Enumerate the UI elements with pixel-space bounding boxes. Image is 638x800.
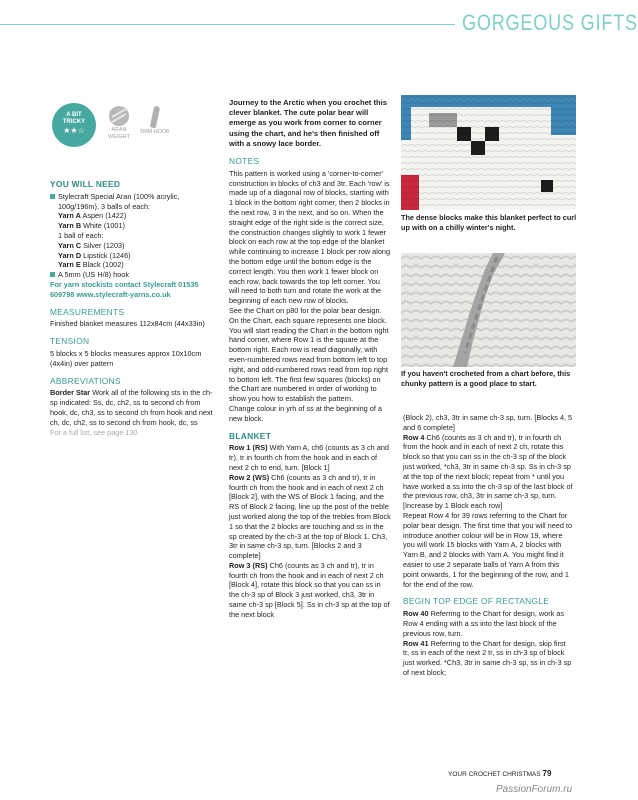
- notes-heading: NOTES: [229, 156, 260, 167]
- yarn-colour: Black (1002): [82, 260, 124, 270]
- row-label: Row 40: [403, 609, 429, 619]
- yarn-item: [50, 221, 220, 231]
- page-number: 79: [542, 769, 552, 778]
- difficulty-line1: A BIT: [66, 112, 82, 118]
- yarn-label: Yarn D: [58, 250, 82, 260]
- one-ball-label: 1 ball of each:: [58, 230, 104, 240]
- materials-column: [50, 180, 220, 437]
- abbreviation-border-star: [50, 388, 220, 427]
- yarn-item: [50, 251, 220, 261]
- pattern-badges: [52, 103, 172, 153]
- row40-instruction: [403, 609, 573, 638]
- blanket-rows: [229, 443, 392, 619]
- yarn-item: [50, 260, 220, 270]
- blanket-row-instruction: [229, 473, 392, 561]
- bullet-icon: [50, 272, 55, 277]
- instructions-column-continued: [403, 413, 573, 678]
- row-label: Row 4: [403, 432, 425, 442]
- yarn-weight-badge: [104, 106, 134, 141]
- yarn-label: Yarn C: [58, 240, 82, 250]
- yarn-description: Stylecraft Special Aran (100% acrylic, 100g/196m), 3 balls of each:: [58, 191, 180, 211]
- notes-paragraph-2: See the Chart on p80 for the polar bear design. On the Chart, each square represents one block. You will start reading the Chart in the bottom right hand corner, where Row 1 is the square at the bottom right. Each row is read diagonally, with even-numbered rows read from bottom left to top right, and odd-numbered rows read from top right to bottom left. The first few squares (blocks) on the Chart are numbered in order of working to show you how to establish the pattern.: [229, 305, 389, 404]
- header-rule: [0, 24, 455, 25]
- yarn-label: Yarn B: [58, 221, 82, 231]
- yarn-ball-icon: [109, 106, 129, 126]
- crochet-hook-icon: [150, 106, 160, 129]
- yarn-colour: Aspen (1422): [82, 211, 127, 221]
- section-title: GORGEOUS GIFTS: [462, 10, 638, 35]
- yarn-group-three-balls: [50, 211, 220, 231]
- row41-instruction: [403, 639, 573, 678]
- notes-paragraph-3: Change colour in yrh of ss at the beginning of a new block.: [229, 403, 382, 423]
- row-label: Row 3 (RS): [229, 560, 268, 570]
- tension-text: 5 blocks x 5 blocks measures approx 10x10cm (4x4in) over pattern: [50, 348, 202, 368]
- intro-paragraph: Journey to the Arctic when you crochet this clever blanket. The cute polar bear will emerge as you work from corner to corner using the chart, and he's then finished off with a snowy lace border.: [229, 98, 387, 148]
- row-text: Ch6 (counts as 3 ch and tr), tr in fourth ch from the hook and in each of next 2 ch, rotate this block so that you can ss in the ch-3 sp of the block just worked, *ch3, 3tr in same ch-3 sp. Ss in ch-3 sp at the top of the next block; repeat from * until you have worked a ss into the ch-3 sp of the last block of the previous row, ch3, 3tr in same ch-3 sp, turn. [Increase by 1 Block each row]: [403, 432, 573, 511]
- hook-size-label: 5MM HOOK: [140, 129, 170, 135]
- row-label: Row 2 (WS): [229, 472, 270, 482]
- yarn-item: [50, 211, 220, 221]
- row-text: Referring to the Chart for design, work as Row 4 ending with a ss into the last block of the previous row, turn.: [403, 609, 565, 638]
- difficulty-line2: TRICKY: [62, 119, 86, 125]
- measurements-text: Finished blanket measures 112x84cm (44x33in): [50, 319, 205, 329]
- row-label: Row 41: [403, 638, 429, 648]
- row-text: Referring to the Chart for design, skip first tr, ss in each of the next 2 tr, ss in ch-3 sp of block just worked. *Ch3, 3tr in same ch-3 sp, ss in ch-3 sp of next block;: [403, 638, 572, 677]
- yarn-item: [50, 241, 220, 251]
- yarn-weight-label: ARAN WEIGHT: [108, 127, 130, 140]
- row-text: Ch6 (counts as 3 ch and tr), tr in fourth ch from the hook and in each of next 2 ch [Block 4], rotate this block so that you can ss in the ch-3 sp of Block 3 just worked, ch3, 3tr in same ch-3 sp [Block 5]. Ss in ch-3 sp at the top of the next block: [229, 560, 390, 619]
- blanket-row-instruction: [229, 443, 392, 472]
- abbreviations-heading: ABBREVIATIONS: [50, 375, 121, 386]
- yarn-colour: White (1001): [83, 221, 125, 231]
- top-edge-heading: BEGIN TOP EDGE OF RECTANGLE: [403, 596, 550, 607]
- yarn-label: Yarn A: [58, 211, 81, 221]
- blanket-row-instruction: [229, 561, 392, 620]
- photo-stitch-detail: [401, 253, 576, 367]
- stockists-info: For yarn stockists contact Stylecraft 01535 609798 www.stylecraft-yarns.co.uk: [50, 279, 199, 299]
- hook-size-badge: [140, 106, 170, 136]
- difficulty-stars: ★★☆: [63, 126, 85, 135]
- yarn-list-item: [50, 192, 220, 212]
- continued-text: (Block 2), ch3, 3tr in same ch-3 sp, turn. [Blocks 4, 5 and 6 complete]: [403, 413, 573, 432]
- bullet-icon: [50, 194, 55, 199]
- yarn-label: Yarn E: [58, 260, 81, 270]
- photo2-caption: If you haven't crocheted from a chart before, this chunky pattern is a good place to start.: [401, 369, 571, 388]
- tension-heading: TENSION: [50, 336, 90, 347]
- page-footer: [448, 769, 551, 778]
- row4-instruction: [403, 433, 573, 511]
- hook-list-item: [50, 270, 220, 280]
- watermark: PassionForum.ru: [496, 784, 573, 795]
- abbreviation-text: Work all of the following sts in the ch-sp indicated: Ss, dc, ch2, ss to second ch from hook, dc, ch3, ss to second ch from hook and next ch, dc, ch2, ss to second ch from hook, dc, ss: [50, 388, 213, 427]
- yarn-colour: Silver (1203): [83, 240, 125, 250]
- row-text: Ch6 (counts as 3 ch and tr), tr in fourth ch from the hook and in each of next 2 ch [Block 2], with the WS of Block 1 facing, and the RS of Block 2 facing, line up the post of the treble just worked along the top of the trebles from Block 1 so that the 2 blocks are touching and ss in the sp created by the ch-3 at the top of Block 1. Ch3, 3tr in same ch-3 sp, turn. [Blocks 2 and 3 complete]: [229, 472, 391, 561]
- measurements-heading: MEASUREMENTS: [50, 306, 125, 317]
- photo1-caption: The dense blocks make this blanket perfect to curl up with on a chilly winter's night.: [401, 213, 577, 232]
- row-text: With Yarn A, ch6 (counts as 3 ch and tr), tr in fourth ch from the hook and in each of next 2 ch to end, turn. [Block 1]: [229, 443, 389, 472]
- bear-closeup-illustration: [401, 95, 576, 210]
- magazine-name: YOUR CROCHET CHRISTMAS: [448, 771, 541, 778]
- yarn-colour: Lipstick (1246): [83, 250, 131, 260]
- difficulty-badge: [52, 103, 96, 147]
- row-label: Row 1 (RS): [229, 443, 268, 453]
- notes-paragraph-1: This pattern is worked using a 'corner-to-corner' construction in blocks of ch3 and 3tr. Each 'row' is made up of a diagonal row of blocks, starting with 1 block in the bottom right corner, then 2 blocks in the next row, 3 in the next, and so on. When the straight edge of the right side is the correct size, the construction changes slightly to work 1 fewer block on each row at the top edge of the blanket while continuing to increase 1 block per row along the bottom edge until the bottom edge is the correct length. You then work 1 fewer block on each row, back towards the top left corner. You will need to both turn and rotate the work at the beginning of each new row of blocks.: [229, 168, 391, 306]
- yarn-group-one-ball: [50, 241, 220, 270]
- stitch-closeup-illustration: [401, 253, 576, 367]
- repeat-instruction: Repeat Row 4 for 39 rows referring to the Chart for polar bear design. The first time that you will need to introduce another colour will be in Row 19, where you will work 15 blocks with Yarn A, 2 blocks with Yarn B, and 2 blocks with Yarn A. You might find it easier to use 2 separate balls of Yarn A from this point onwards, 1 for the beginning of the row, and 1 for the end of the row.: [403, 510, 573, 589]
- hook-description: A 5mm (US H/8) hook: [58, 270, 129, 280]
- you-will-need-heading: YOU WILL NEED: [50, 179, 121, 189]
- photo-bear-blanket: [401, 95, 576, 210]
- full-list-reference: For a full list, see page 130: [50, 427, 138, 437]
- abbreviation-label: Border Star: [50, 388, 91, 398]
- instructions-column: [229, 98, 392, 620]
- blanket-heading: BLANKET: [229, 430, 272, 441]
